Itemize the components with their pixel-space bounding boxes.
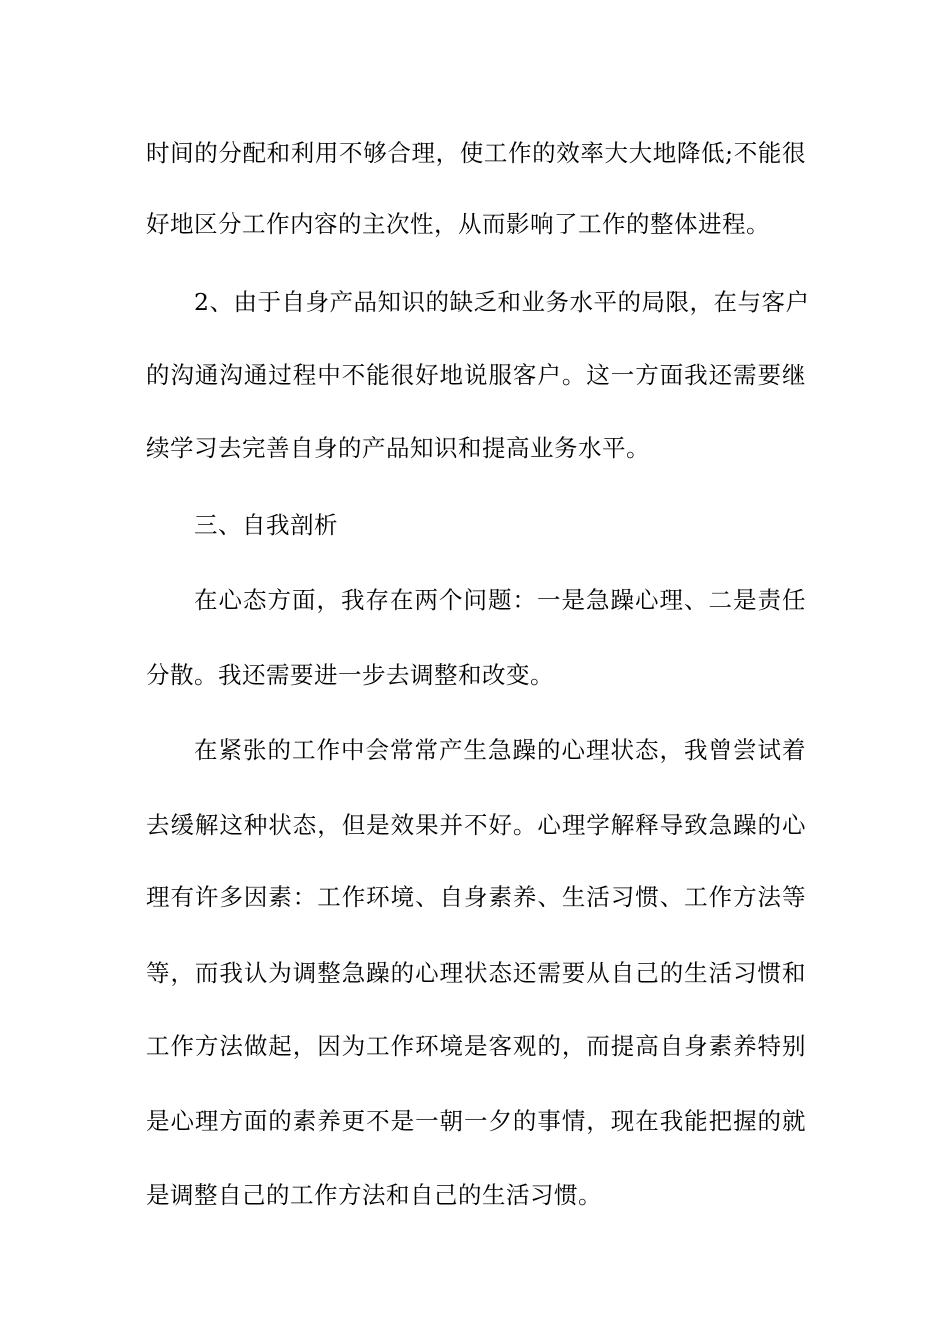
text-line: 时间的分配和利用不够合理，使工作的效率大大地降低;不能很 (146, 139, 806, 167)
text-line: 理有许多因素：工作环境、自身素养、生活习惯、工作方法等 (146, 883, 806, 911)
text-line: 去缓解这种状态，但是效果并不好。心理学解释导致急躁的心 (146, 811, 806, 839)
text-line: 是调整自己的工作方法和自己的生活习惯。 (146, 1181, 602, 1209)
text-line: 好地区分工作内容的主次性，从而影响了工作的整体进程。 (146, 210, 770, 238)
text-line: 是心理方面的素养更不是一朝一夕的事情，现在我能把握的就 (146, 1107, 806, 1135)
text-line: 续学习去完善自身的产品知识和提高业务水平。 (146, 434, 650, 462)
text-line: 2、由于自身产品知识的缺乏和业务水平的局限，在与客户 (194, 288, 810, 316)
text-line: 分散。我还需要进一步去调整和改变。 (146, 661, 554, 689)
text-line: 在紧张的工作中会常常产生急躁的心理状态，我曾尝试着 (194, 736, 806, 764)
text-line: 工作方法做起，因为工作环境是客观的，而提高自身素养特别 (146, 1032, 806, 1060)
section-heading: 三、自我剖析 (194, 511, 338, 539)
text-line: 在心态方面，我存在两个问题：一是急躁心理、二是责任 (194, 586, 806, 614)
text-line: 的沟通沟通过程中不能很好地说服客户。这一方面我还需要继 (146, 361, 806, 389)
text-line: 等，而我认为调整急躁的心理状态还需要从自己的生活习惯和 (146, 959, 806, 987)
